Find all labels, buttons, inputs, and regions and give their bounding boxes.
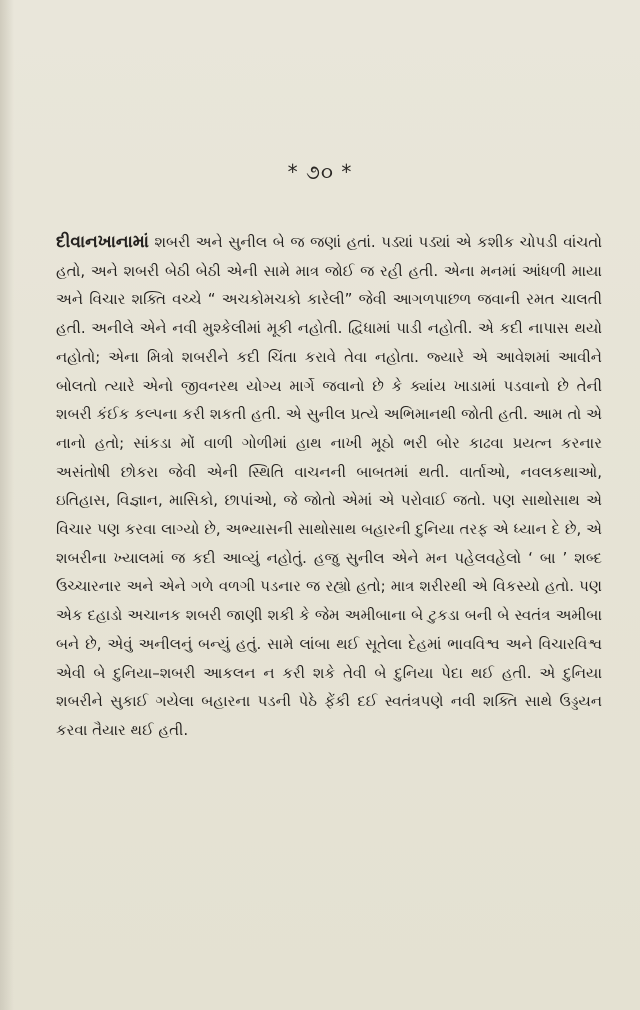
paragraph-lead-in: દીવાનખાનામાં: [56, 232, 149, 252]
page-gutter-shadow: [0, 0, 14, 1010]
paragraph-text: શબરી અને સુનીલ બે જ જણાં હતાં. પડ્યાં પડ્યાં એ કશીક ચોપડી વાંચતો હતો, અને શબરી બેઠી બેઠી એની સામે માત્ર જોઈ જ રહી હતી. એના મનમાં આંધળી માયા અને વિચાર શક્તિ વચ્ચે “ અચકોમચકો કારેલી” જેવી આગળપાછળ જવાની રમત ચાલતી હતી. અનીલે એને નવી મુશ્કેલીમાં મૂકી નહોતી. દ્વિધામાં પાડી નહોતી. એ કદી નાપાસ થયો નહોતો; એના મિત્રો શબરીને કદી ચિંતા કરાવે તેવા નહોતા. જ્યારે એ આવેશમાં આવીને બોલતો ત્યારે એનો જીવનરથ યોગ્ય માર્ગે જવાનો છે કે ક્યાંય ખાડામાં પડવાનો છે તેની શબરી કંઈક કલ્પના કરી શકતી હતી. એ સુનીલ પ્રત્યે અભિમાનથી જોતી હતી. આમ તો એ નાનો હતો; સાંકડા મોં વાળી ગોળીમાં હાથ નાખી મૂઠો ભરી બોર કાઢવા પ્રયત્ન કરનાર અસંતોષી છોકરા જેવી એની સ્થિતિ વાચનની બાબતમાં થતી. વાર્તાઓ, નવલકથાઓ, ઇતિહાસ, વિજ્ઞાન, માસિકો, છાપાંઓ, જે જોતો એમાં એ પરોવાઈ જતો. પણ સાથોસાથ એ વિચાર પણ કરવા લાગ્યો છે, અભ્યાસની સાથોસાથ બહારની દુનિયા તરફ એ ધ્યાન દે છે, એ શબરીના ખ્યાલમાં જ કદી આવ્યું નહોતું. હજુ સુનીલ એને મન પહેલવહેલો ‘ બા ’ શબ્દ ઉચ્ચારનાર અને એને ગળે વળગી પડનાર જ રહ્યો હતો; માત્ર શરીરથી એ વિકસ્યો હતો. પણ એક દહાડો અચાનક શબરી જાણી શકી કે જેમ અમીબાના બે ટુકડા બની બે સ્વતંત્ર અમીબા બને છે, એવું અનીલનું બન્યું હતું. સામે લાંબા થઈ સૂતેલા દેહમાં ભાવવિશ્વ અને વિચારવિશ્વ એવી બે દુનિયા–શબરી આકલન ન કરી શકે તેવી બે દુનિયા પેદા થઈ હતી. એ દુનિયા શબરીને સુકાઈ ગયેલા બહારના પડની પેઠે ફેંકી દઈ સ્વતંત્રપણે નવી શક્તિ સાથે ઉડ્ડયન કરવા તૈયાર થઈ હતી.: [56, 233, 602, 739]
chapter-paragraph: [56, 228, 602, 745]
chapter-heading: * ૭૦ *: [287, 160, 353, 184]
